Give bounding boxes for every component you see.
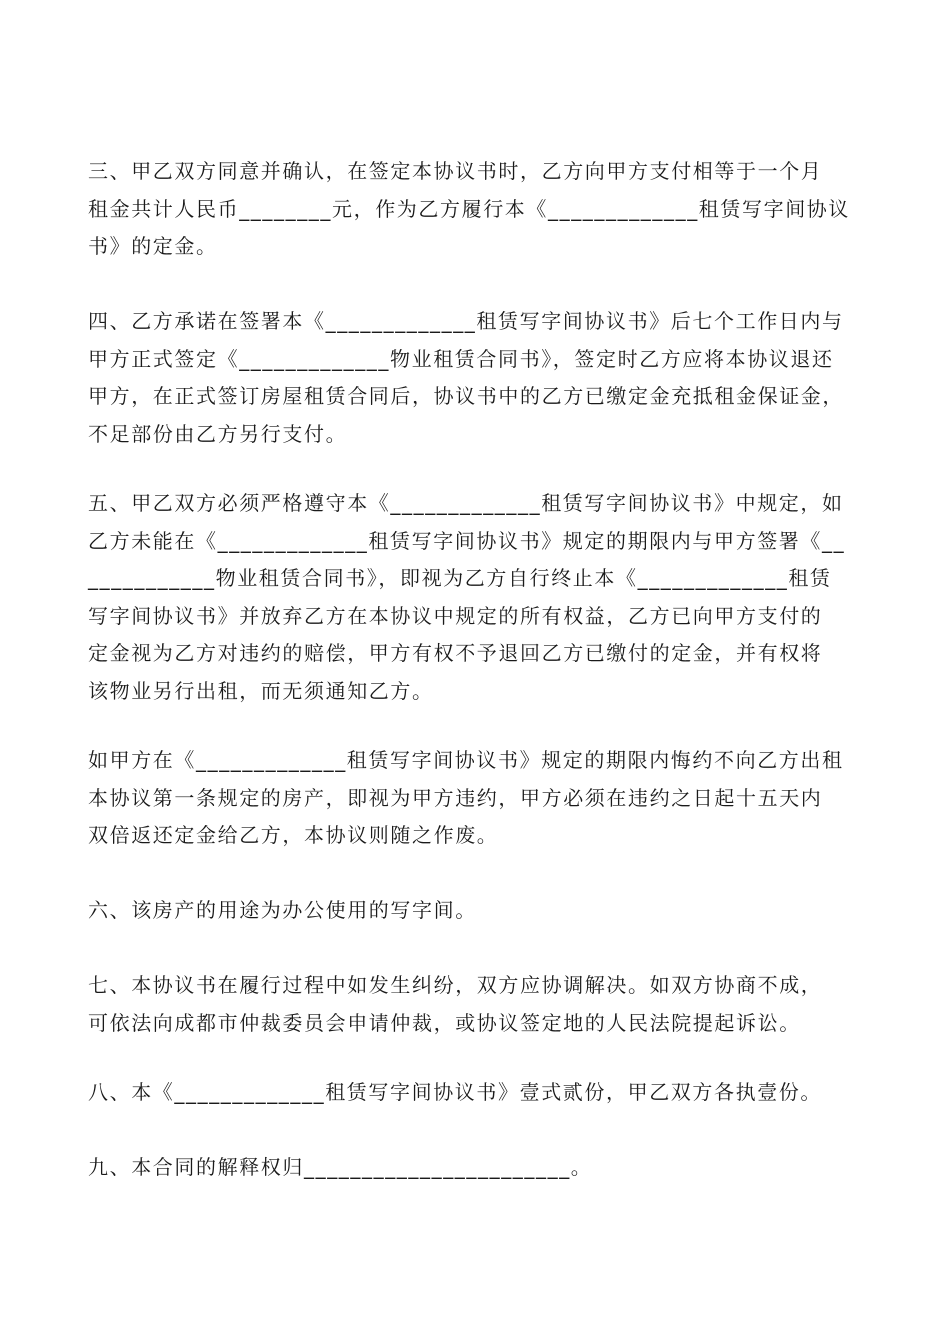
clause-4-formal-contract: 四、乙方承诺在签署本《_____________租赁写字间协议书》后七个工作日内与 甲方正式签定《_____________物业租赁合同书》，签定时乙方应将本协议退还 甲方，在正式签订房屋租赁合同后，协议书中的乙方已缴定金充抵租金保证金， 不足部份由乙方另行支付。 [88,309,844,446]
clause-5-landlord-breach: 如甲方在《_____________租赁写字间协议书》规定的期限内悔约不向乙方出租 本协议第一条规定的房产，即视为甲方违约，甲方必须在违约之日起十五天内 双倍返还定金给乙方，本协议则随之作废。 [88,748,844,847]
clause-9-interpretation: 九、本合同的解释权归_______________________。 [88,1155,593,1179]
clause-6-usage: 六、该房产的用途为办公使用的写字间。 [88,898,477,922]
clause-3-deposit: 三、甲乙双方同意并确认，在签定本协议书时，乙方向甲方支付相等于一个月 租金共计人民币________元，作为乙方履行本《_____________租赁写字间协议 书》的定金。 [88,159,850,258]
clause-7-disputes: 七、本协议书在履行过程中如发生纠纷，双方应协调解决。如双方协商不成， 可依法向成都市仲裁委员会申请仲裁，或协议签定地的人民法院提起诉讼。 [88,973,823,1035]
clause-8-copies: 八、本《_____________租赁写字间协议书》壹式贰份，甲乙双方各执壹份。 [88,1080,822,1104]
clause-5-compliance: 五、甲乙双方必须严格遵守本《_____________租赁写字间协议书》中规定，如 乙方未能在《_____________租赁写字间协议书》规定的期限内与甲方签署《__ ___________物业租赁合同书》，即视为乙方自行终止本《_____________租赁 写字间协议书》并放弃乙方在本协议中规定的所有权益，乙方已向甲方支付的 定金视为乙方对违约的赔偿，甲方有权不予退回乙方已缴付的定金，并有权将 该物业另行出租，而无须通知乙方。 [88,491,846,703]
